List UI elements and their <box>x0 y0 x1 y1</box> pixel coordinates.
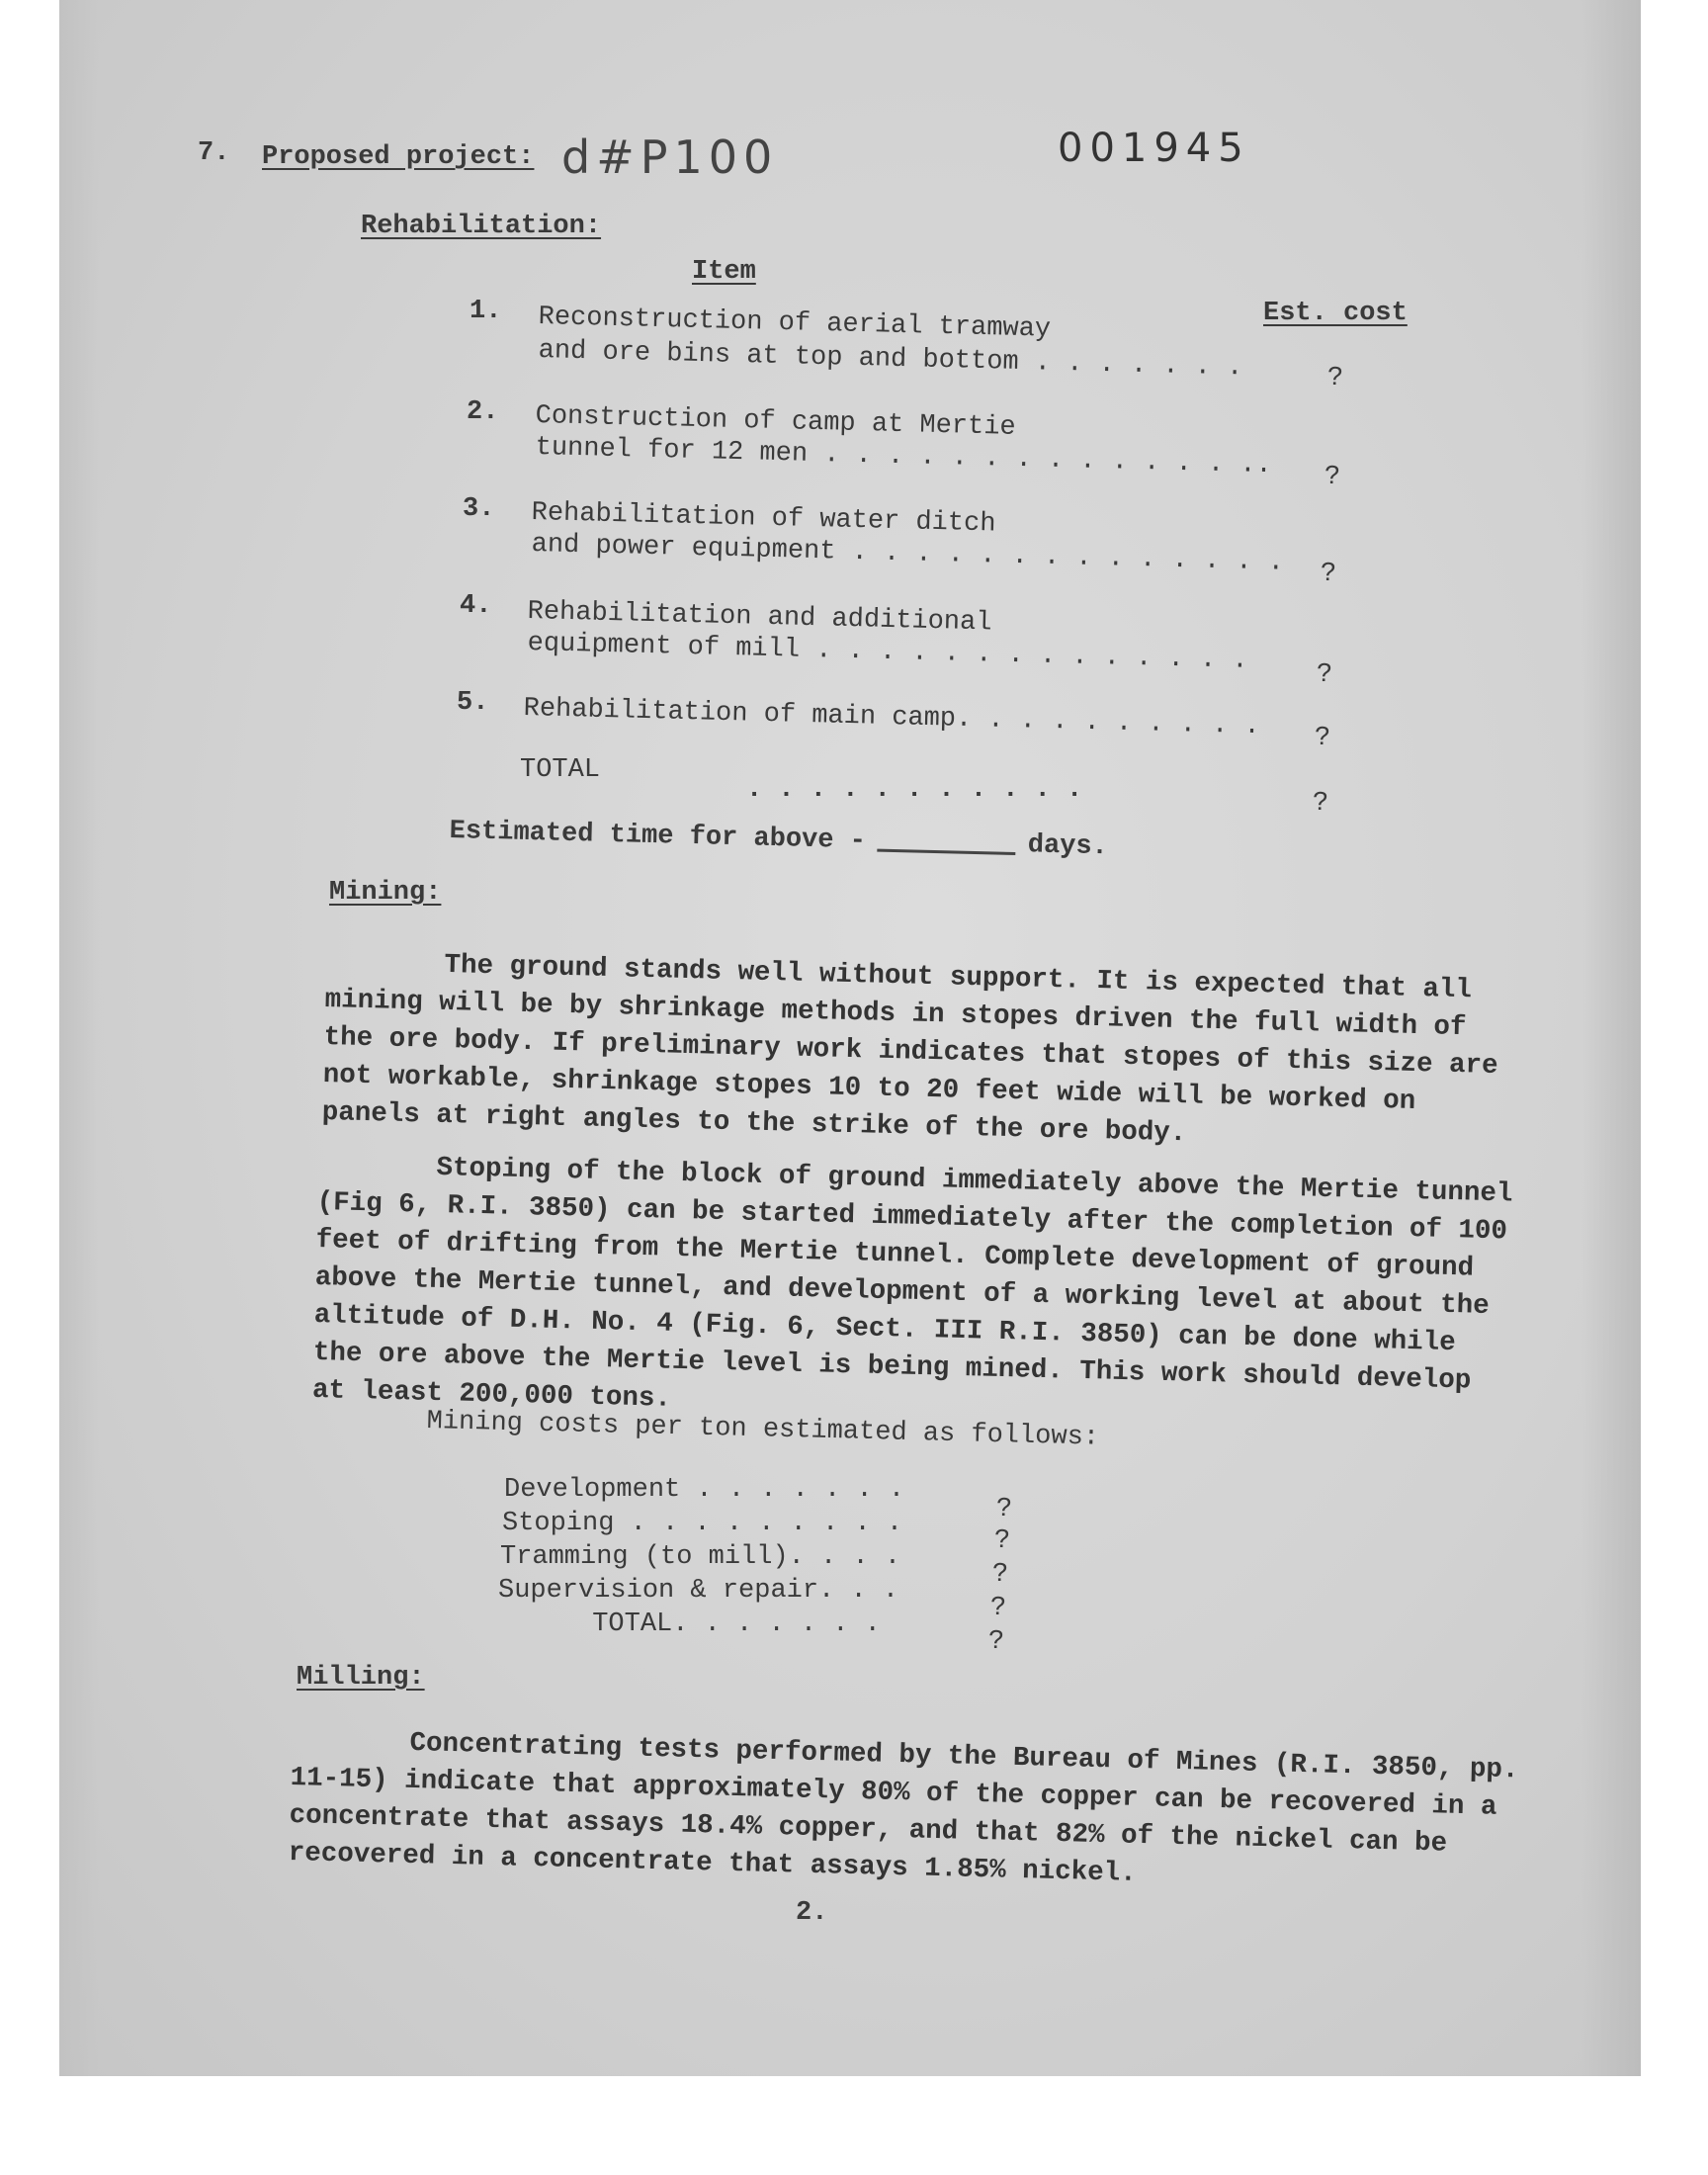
item-description-line2: tunnel for 12 men . . . . . . . . . . . . . .. <box>535 433 1273 481</box>
handwritten-project-code: d#P100 <box>561 130 779 184</box>
item-description-line2: equipment of mill . . . . . . . . . . . . . . <box>527 629 1248 676</box>
item-cost: ? <box>1321 560 1337 589</box>
cost-row-value: ? <box>988 1627 1005 1657</box>
item-description-line2: and ore bins at top and bottom . . . . . . . <box>538 336 1243 384</box>
item-cost: ? <box>1327 364 1344 393</box>
document-stamp-number: 001945 <box>1058 126 1250 171</box>
proposed-project-label: Proposed project: <box>262 142 535 172</box>
mining-costs-intro: Mining costs per ton estimated as follows: <box>426 1407 1100 1453</box>
item-number: 5. <box>457 688 489 718</box>
total-cost: ? <box>1313 789 1329 819</box>
paragraph-text: Stoping of the block of ground immediately above the Mertie tunnel (Fig 6, R.I. 3850) can be started immediately after the completion of 100 feet of drifting from the Mertie tunnel. Complete development of ground above the Mertie tunnel, and development of a working level at about the altitude of D.H. No. 4 (Fig. 6, Sect. III R.I. 3850) can be done while the ore above the Mertie level is being mined. This work should develop at least 200,000 tons. <box>311 1152 1513 1415</box>
document-page <box>59 0 1641 2076</box>
item-description-line1: Reconstruction of aerial tramway <box>538 303 1052 345</box>
page-shadow-right <box>1581 0 1641 2076</box>
item-description-line1: Rehabilitation and additional <box>527 597 992 639</box>
item-number: 1. <box>470 297 502 326</box>
item-description-line2: and power equipment . . . . . . . . . . . . . . <box>531 530 1285 578</box>
milling-paragraph-1 <box>288 1722 1531 1903</box>
item-description-line1: Rehabilitation of main camp. . . . . . . . . . <box>523 694 1261 742</box>
item-description-line1: Rehabilitation of water ditch <box>531 498 996 540</box>
item-number: 2. <box>467 397 499 427</box>
estimated-time-suffix: days. <box>1027 830 1109 863</box>
est-cost-column-header: Est. cost <box>1263 299 1408 328</box>
page-shadow-left <box>59 0 99 2076</box>
milling-heading: Milling: <box>297 1663 425 1693</box>
scan-margin-bottom <box>0 2076 1708 2175</box>
paragraph-text: The ground stands well without support. It is expected that all mining will be by shrinkage methods in stopes driven the full width of the ore body. If preliminary work indicates that stopes of this size are not workable, shrinkage stopes 10 to 20 feet wide will be worked on panels at right angles to the strike of the ore body. <box>321 949 1498 1150</box>
paragraph-text: Concentrating tests performed by the Bureau of Mines (R.I. 3850, pp. 11-15) indicate that approximately 80% of the copper can be recovered in a concentrate that assays 18.4% copper, and that 82% of the nickel can be recovered in a concentrate that assays 1.85% nickel. <box>288 1727 1519 1889</box>
mining-paragraph-2 <box>312 1147 1519 1439</box>
cost-row-label: Tramming (to mill). . . . <box>500 1542 901 1572</box>
days-blank-line <box>878 849 1016 855</box>
cost-row-value: ? <box>996 1495 1013 1524</box>
cost-row-label: TOTAL. . . . . . . <box>496 1610 881 1639</box>
section-number: 7. <box>198 138 230 168</box>
mining-heading: Mining: <box>329 878 442 908</box>
estimated-time-line <box>449 819 1108 861</box>
item-number: 3. <box>463 494 495 524</box>
cost-row-value: ? <box>994 1526 1011 1556</box>
item-column-header: Item <box>692 257 756 287</box>
cost-row-label: Supervision & repair. . . <box>498 1576 899 1606</box>
page-number: 2. <box>796 1898 828 1928</box>
total-leader-dots: . . . . . . . . . . . <box>746 775 1083 805</box>
cost-row-value: ? <box>990 1594 1007 1623</box>
item-cost: ? <box>1324 463 1341 492</box>
mining-paragraph-1 <box>321 944 1511 1161</box>
cost-row-value: ? <box>992 1560 1009 1590</box>
rehabilitation-heading: Rehabilitation: <box>361 212 602 241</box>
item-number: 4. <box>460 591 492 621</box>
cost-row-label: Stoping . . . . . . . . . <box>502 1509 903 1538</box>
item-cost: ? <box>1315 724 1331 753</box>
estimated-time-prefix: Estimated time for above - <box>449 817 867 857</box>
item-cost: ? <box>1317 660 1333 690</box>
cost-row-label: Development . . . . . . . <box>504 1475 905 1505</box>
item-description-line1: Construction of camp at Mertie <box>535 401 1016 443</box>
total-label: TOTAL <box>520 755 601 785</box>
